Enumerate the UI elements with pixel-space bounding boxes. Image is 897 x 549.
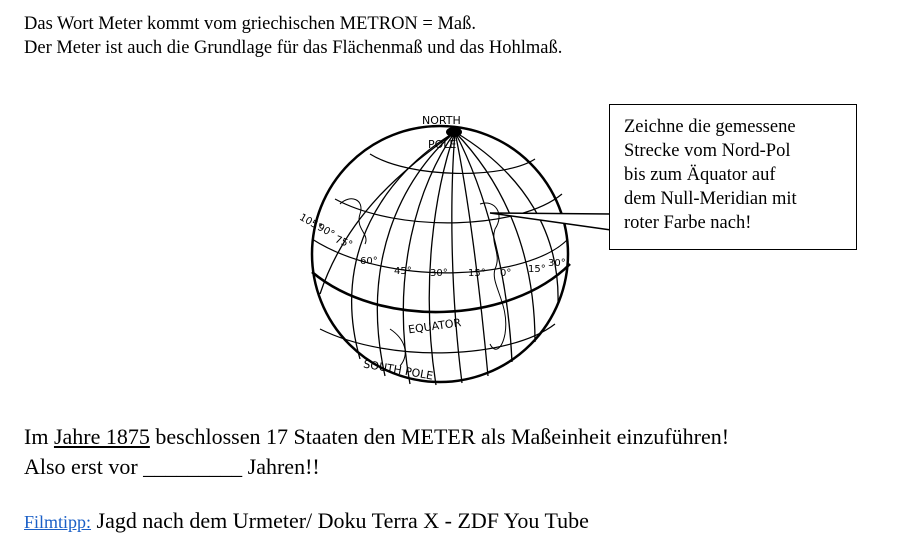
film-tip-link[interactable]: Filmtipp:	[24, 512, 92, 532]
lon-label: 90°	[315, 222, 337, 241]
callout-line: Strecke vom Nord-Pol	[624, 141, 791, 161]
globe-svg	[290, 104, 590, 404]
fact-prefix: Im	[24, 424, 54, 449]
intro-line-1: Das Wort Meter kommt vom griechischen METRON = Maß.	[24, 14, 477, 34]
callout-line: dem Null-Meridian mit	[624, 189, 797, 209]
south-label: SOUTH POLE	[362, 357, 435, 383]
film-tip-text: Jagd nach dem Urmeter/ Doku Terra X - ZDF You Tube	[91, 508, 589, 533]
lon-label: 105°	[297, 212, 324, 234]
intro-text	[24, 12, 562, 60]
globe-outline	[312, 126, 568, 382]
lon-label: 60°	[360, 256, 378, 267]
lon-label: 30°	[430, 268, 448, 279]
callout-line: bis zum Äquator auf	[624, 165, 776, 185]
callout-line: roter Farbe nach!	[624, 213, 752, 233]
lon-label: 30°	[548, 258, 566, 269]
lon-label: 75°	[333, 234, 354, 252]
north-label-2: POLE	[428, 138, 457, 151]
lon-label: 15°	[468, 268, 486, 279]
fact-paragraph	[24, 422, 729, 482]
fact-rest: beschlossen 17 Staaten den METER als Maßeinheit einzuführen!	[149, 424, 730, 449]
lon-label: 45°	[394, 266, 412, 277]
north-pole-dot	[446, 127, 462, 137]
lon-label: 15°	[528, 264, 546, 275]
equator-label: EQUATOR	[407, 316, 462, 337]
lon-label: 0°	[500, 268, 512, 279]
globe-illustration	[290, 104, 590, 404]
callout-line: Zeichne die gemessene	[624, 117, 796, 137]
fact-line-1	[24, 422, 729, 452]
film-tip	[24, 506, 589, 537]
north-label-1: NORTH	[422, 114, 461, 127]
fact-year: Jahre 1875	[53, 424, 150, 449]
callout-box	[609, 104, 857, 250]
intro-line-2: Der Meter ist auch die Grundlage für das Flächenmaß und das Hohlmaß.	[24, 38, 563, 58]
callout-pointer	[490, 210, 615, 240]
fact-line-2: Also erst vor _________ Jahren!!	[24, 454, 320, 479]
